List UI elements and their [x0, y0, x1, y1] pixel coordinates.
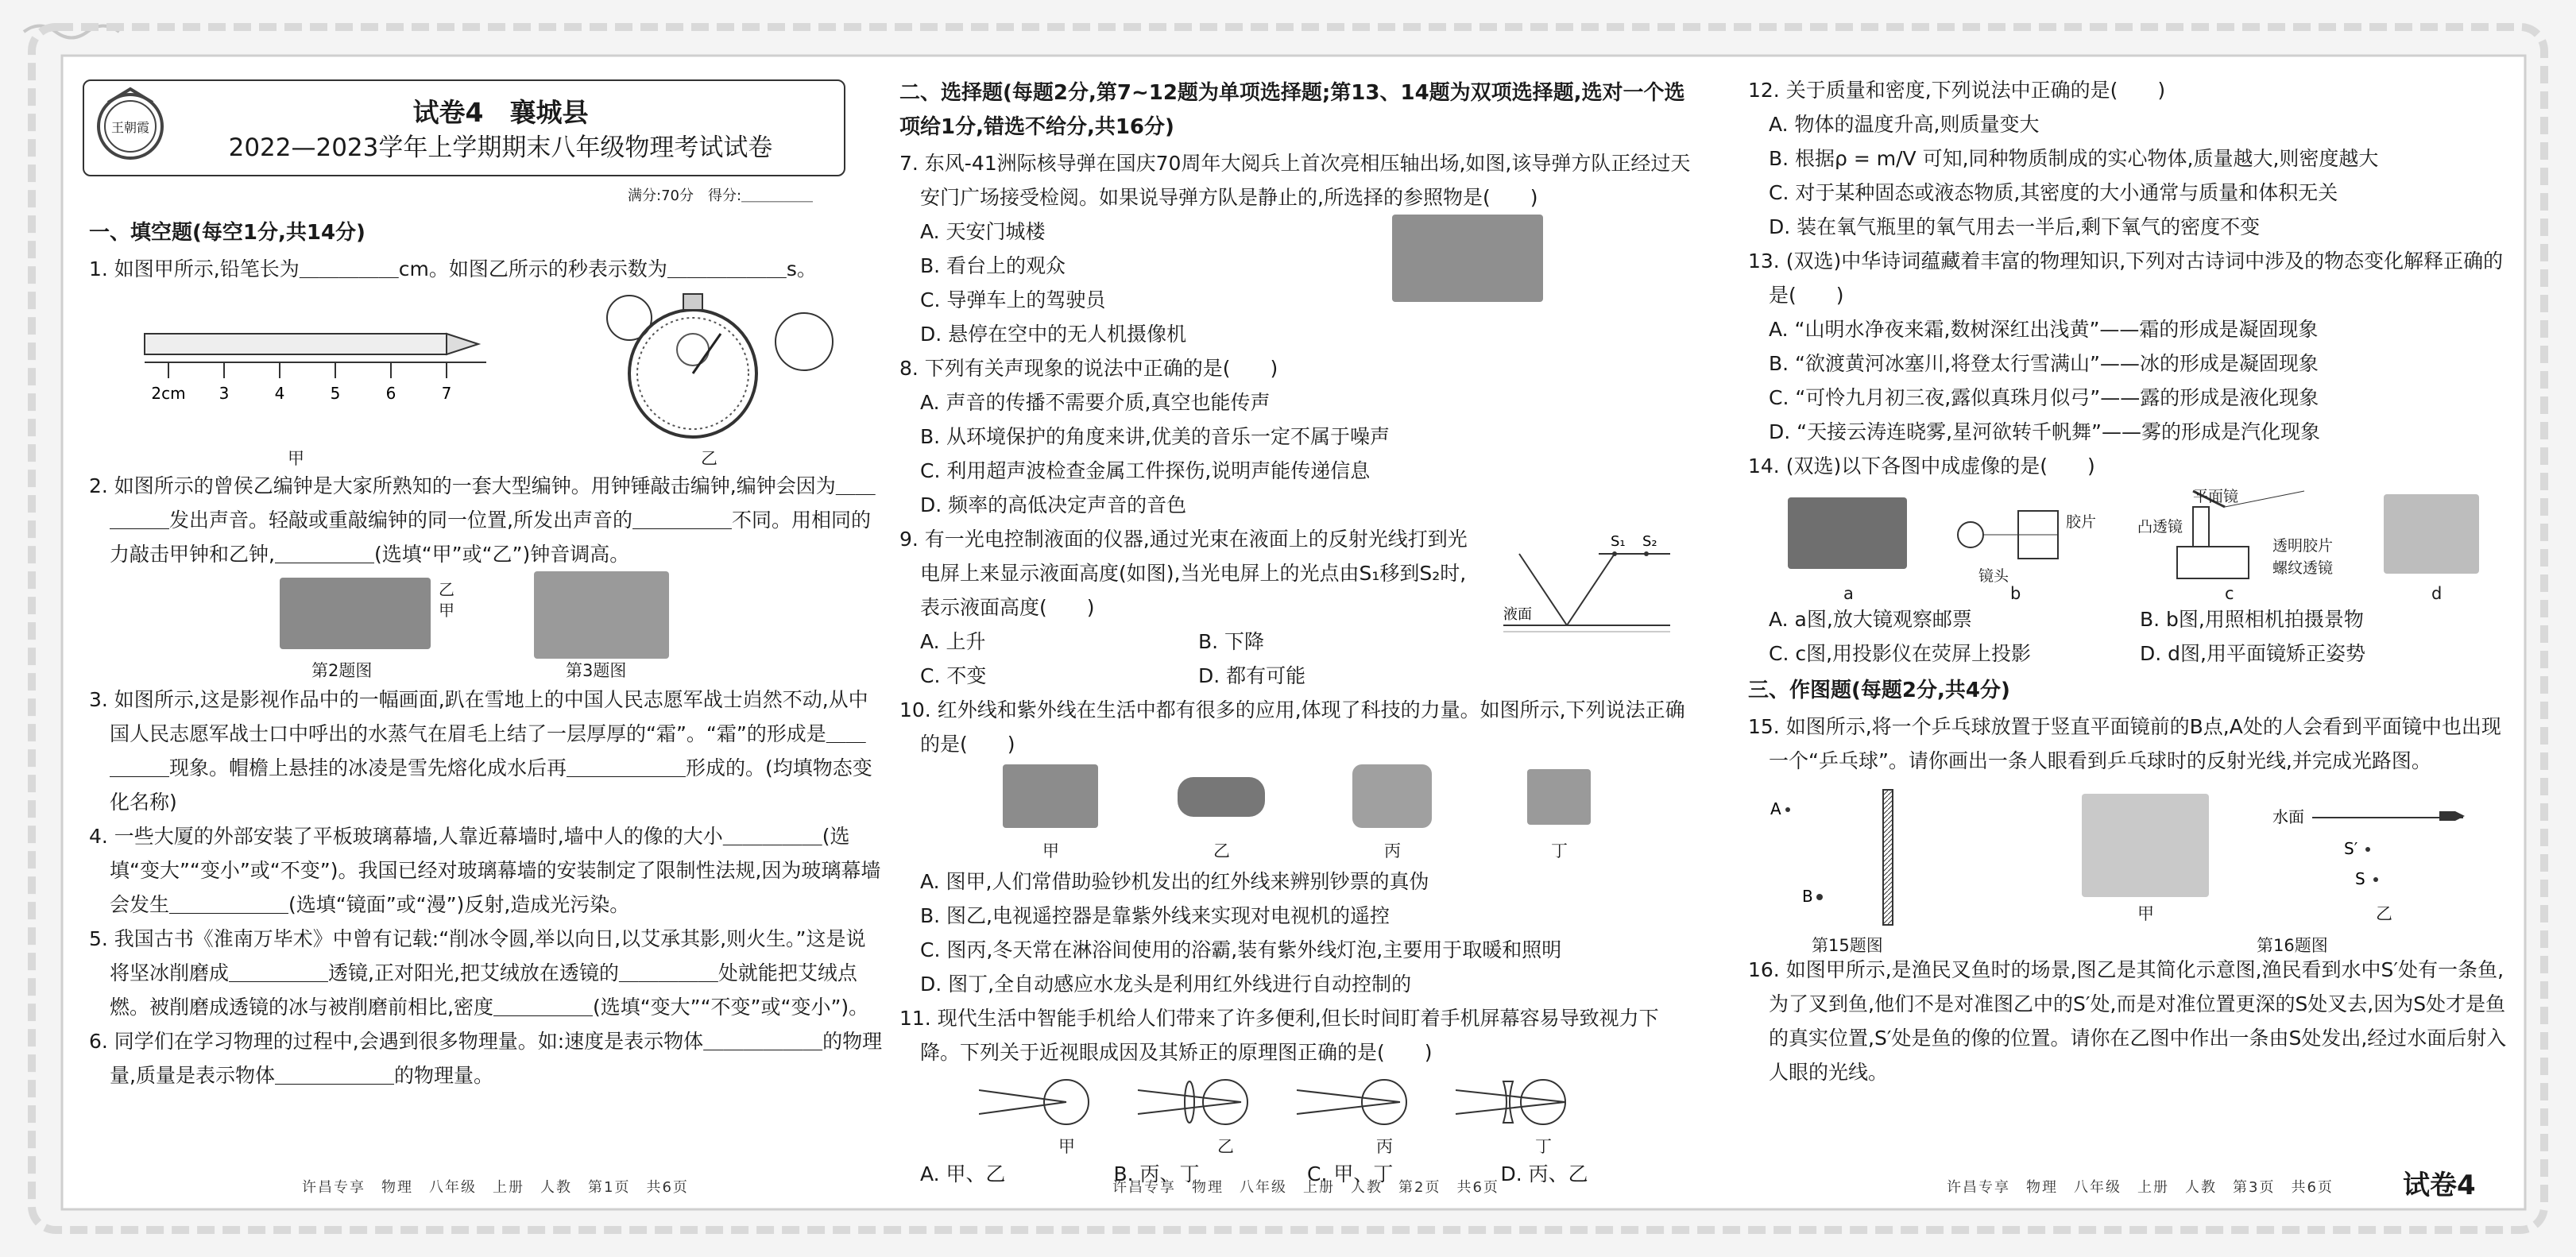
footer-page-1: 许昌专享 物理 八年级 上册 人教 第1页 共6页 [302, 1179, 689, 1196]
dancer-mirror-photo [2384, 494, 2479, 574]
q15-caption: 第15题图 [1812, 936, 1883, 955]
q10-option-d: D. 图丁,全自动感应水龙头是利用红外线进行自动控制的 [920, 973, 1412, 996]
q12-option-b: B. 根据ρ = m/V 可知,同种物质制成的实心物体,质量越大,则密度越大 [1769, 147, 2379, 170]
convex-lens-label: 凸透镜 [2137, 518, 2183, 536]
faucet-photo [1527, 769, 1591, 825]
section2-title: 二、选择题(每题2分,第7~12题为单项选择题;第13、14题为双项选择题,选对一个选项给1分,错选不给分,共16分) [899, 81, 1685, 139]
q14-option-d: D. d图,用平面镜矫正姿势 [2140, 642, 2365, 665]
water-label: 水面 [2272, 807, 2304, 826]
q7-option-b: B. 看台上的观众 [920, 254, 1066, 277]
q9-option-a: A. 上升 [920, 630, 986, 653]
q11-option-a: A. 甲、乙 [920, 1162, 1006, 1185]
question-6: 6. 同学们在学习物理的过程中,会遇到很多物理量。如:速度是表示物体＿＿＿＿＿＿的物理量,质量是表示物体＿＿＿＿＿＿的物理量。 [89, 1030, 883, 1087]
question-8: 8. 下列有关声现象的说法中正确的是( ) [899, 357, 1278, 380]
fish-diagram [2257, 794, 2479, 905]
s2-label: S₂ [1642, 533, 1657, 550]
ruler-tick-label: 5 [330, 384, 341, 403]
footer-page-3: 许昌专享 物理 八年级 上册 人教 第3页 共6页 [1947, 1179, 2334, 1196]
ruler-tick-label: 3 [219, 384, 230, 403]
pencil-ruler-figure [137, 326, 510, 421]
logo-text: 王朝霞 [110, 120, 150, 135]
question-14: 14. (双选)以下各图中成虚像的是( ) [1748, 454, 2095, 478]
question-10: 10. 红外线和紫外线在生活中都有很多的应用,体现了科技的力量。如图所示,下列说法正确的是( ) [899, 698, 1685, 756]
point-a-label: A [1770, 799, 1781, 818]
q11-eye-figures [899, 1069, 1694, 1157]
liquid-label: 液面 [1503, 606, 1532, 623]
q10-caption-b: 乙 [1213, 841, 1230, 861]
question-15: 15. 如图所示,将一个乒乓球放置于竖直平面镜前的B点,A处的人会看到平面镜中也出现一个“乒乓球”。请你画出一条人眼看到乒乓球时的反射光线,并完成光路图。 [1748, 715, 2501, 772]
q14-caption-a: a [1843, 584, 1854, 603]
question-11: 11. 现代生活中智能手机给人们带来了许多便利,但长时间盯着手机屏幕容易导致视力下降。下列关于近视眼成因及其矫正的原理图正确的是( ) [899, 1007, 1659, 1064]
remote-photo [1178, 777, 1265, 817]
money-detector-photo [1003, 764, 1098, 828]
q12-option-d: D. 装在氧气瓶里的氧气用去一半后,剩下氧气的密度不变 [1769, 215, 2261, 238]
q10-caption-d: 丁 [1551, 841, 1568, 861]
q11-option-b: B. 丙、丁 [1113, 1162, 1200, 1185]
footer-page-2: 许昌专享 物理 八年级 上册 人教 第2页 共6页 [1112, 1179, 1499, 1196]
q11-caption-a: 甲 [1058, 1137, 1075, 1156]
q14-option-c: C. c图,用投影仪在荧屏上投影 [1769, 642, 2032, 665]
q13-option-c: C. “可怜九月初三夜,露似真珠月似弓”——露的形成是液化现象 [1769, 386, 2319, 409]
q10-figures [899, 761, 1694, 864]
question-5: 5. 我国古书《淮南万毕术》中曾有记载:“削冰令圆,举以向日,以艾承其影,则火生。”这是说将坚冰削磨成＿＿＿＿＿透镜,正对阳光,把艾绒放在透镜的＿＿＿＿＿处就能把艾绒点燃。被削磨成透镜的冰与被削磨前相比,密度＿＿＿＿＿(选填“变大”“不变”或“变小”)。 [89, 927, 869, 1019]
q13-option-a: A. “山明水净夜来霜,数树深红出浅黄”——霜的形成是凝固现象 [1769, 318, 2319, 341]
q13-option-d: D. “天接云涛连晓雾,星河欲转千帆舞”——雾的形成是汽化现象 [1769, 420, 2320, 443]
q15-q16-figures [1748, 778, 2511, 953]
ruler-tick-label: 6 [385, 384, 396, 403]
question-16: 16. 如图甲所示,是渔民叉鱼时的场景,图乙是其简化示意图,渔民看到水中S′处有一条鱼,为了叉到鱼,他们不是对准图乙中的S′处,而是对准位置更深的S处叉去,因为S处才是鱼的真实位置,S′处是鱼的像的位置。请你在乙图中作出一条由S处发出,经过水面后射入人眼的光线。 [1748, 958, 2507, 1084]
mirror-label: 平面镜 [2193, 488, 2239, 505]
q10-option-a: A. 图甲,人们常借助验钞机发出的红外线来辨别钞票的真伪 [920, 870, 1429, 893]
lens-label: 镜头 [1978, 567, 2009, 585]
q14-figures [1748, 483, 2511, 602]
point-b-label: B [1802, 887, 1813, 906]
bells-photo [280, 578, 431, 649]
q10-caption-c: 丙 [1384, 841, 1401, 861]
column-page-1 [89, 213, 884, 1093]
q16-caption: 第16题图 [2257, 936, 2328, 955]
publisher-logo [92, 83, 168, 170]
q12-option-c: C. 对于某种固态或液态物质,其密度的大小通常与质量和体积无关 [1769, 181, 2338, 204]
fishing-photo [2082, 794, 2209, 897]
q1-caption-b: 乙 [701, 449, 717, 468]
ruler-tick-label: 7 [441, 384, 452, 403]
q16-caption-jia: 甲 [2137, 904, 2154, 923]
q9-option-c: C. 不变 [920, 664, 987, 687]
q9-block [899, 522, 1694, 693]
section1-title: 一、填空题(每空1分,共14分) [89, 221, 366, 245]
q1-figures [89, 286, 884, 469]
q7-options [899, 215, 1694, 351]
question-9: 9. 有一光电控制液面的仪器,通过光束在液面上的反射光线打到光电屏上来显示液面高度(如图),当光电屏上的光点由S₁移到S₂时,表示液面高度( ) [899, 528, 1468, 619]
q10-option-c: C. 图丙,冬天常在淋浴间使用的浴霸,装有紫外线灯泡,主要用于取暖和照明 [920, 938, 1562, 961]
q14-option-a: A. a图,放大镜观察邮票 [1769, 608, 1972, 631]
column-page-2 [899, 73, 1694, 1191]
s1-label: S₁ [1611, 533, 1626, 550]
q7-option-d: D. 悬停在空中的无人机摄像机 [920, 323, 1187, 346]
q12-option-a: A. 物体的温度升高,则质量变大 [1769, 113, 2040, 136]
question-7: 7. 东风-41洲际核导弹在国庆70周年大阅兵上首次亮相压轴出场,如图,该导弹方队正经过天安门广场接受检阅。如果说导弹方队是静止的,所选择的参照物是( ) [899, 152, 1691, 209]
q3-caption: 第3题图 [566, 661, 627, 680]
q14-caption-b: b [2010, 584, 2021, 603]
question-4: 4. 一些大厦的外部安装了平板玻璃幕墙,人靠近幕墙时,墙中人的像的大小＿＿＿＿＿(选填“变大”“变小”或“不变”)。我国已经对玻璃幕墙的安装制定了限制性法规,因为玻璃幕墙会发生＿＿＿＿＿＿(选填“镜面”或“漫”)反射,造成光污染。 [89, 825, 881, 916]
transparency-label: 透明胶片 [2272, 537, 2334, 555]
section3-title: 三、作图题(每题2分,共4分) [1748, 679, 2010, 702]
q8-option-c: C. 利用超声波检查金属工件探伤,说明声能传递信息 [920, 459, 1371, 482]
page-tag: 试卷4 [2403, 1170, 2476, 1201]
q7-option-c: C. 导弹车上的驾驶员 [920, 288, 1106, 311]
ruler-tick-label: 4 [274, 384, 285, 403]
question-12: 12. 关于质量和密度,下列说法中正确的是( ) [1748, 79, 2166, 102]
q11-option-d: D. 丙、乙 [1500, 1162, 1588, 1185]
q8-option-b: B. 从环境保护的角度来讲,优美的音乐一定不属于噪声 [920, 425, 1390, 448]
score-line: 满分:70分 得分:＿＿＿＿＿ [628, 188, 814, 204]
q7-option-a: A. 天安门城楼 [920, 220, 1046, 243]
s-prime-label: S′ [2344, 839, 2358, 858]
q1-caption-a: 甲 [288, 449, 304, 468]
q2-q3-figures [89, 571, 884, 683]
magnifier-photo [1788, 497, 1907, 569]
q8-option-a: A. 声音的传播不需要介质,真空也能传声 [920, 391, 1271, 414]
q11-caption-d: 丁 [1535, 1137, 1552, 1156]
soldier-photo [534, 571, 669, 659]
film-label: 胶片 [2066, 513, 2097, 531]
q13-option-b: B. “欲渡黄河冰塞川,将登太行雪满山”——冰的形成是凝固现象 [1769, 352, 2319, 375]
q11-caption-c: 丙 [1376, 1137, 1393, 1156]
q8-option-d: D. 频率的高低决定声音的音色 [920, 493, 1187, 516]
stopwatch-figure [582, 286, 844, 445]
bath-heater-photo [1352, 764, 1432, 828]
bell-label-jia: 甲 [439, 601, 454, 620]
eye-diagrams [979, 1074, 1630, 1130]
q9-option-d: D. 都有可能 [1198, 664, 1306, 687]
q11-option-c: C. 甲、丁 [1307, 1162, 1394, 1185]
q16-caption-yi: 乙 [2376, 904, 2392, 923]
ruler-tick-label: 2cm [151, 384, 186, 403]
question-2: 2. 如图所示的曾侯乙编钟是大家所熟知的一套大型编钟。用钟锤敲击编钟,编钟会因为＿＿＿＿＿发出声音。轻敲或重敲编钟的同一位置,所发出声音的＿＿＿＿＿不同。用相同的力敲击甲钟和乙钟,＿＿＿＿＿(选填“甲”或“乙”)钟音调高。 [89, 474, 876, 566]
bell-label-yi: 乙 [439, 580, 454, 599]
q10-caption-a: 甲 [1042, 841, 1059, 861]
paper-subtitle: 2022—2023学年上学期期末八年级物理考试试卷 [228, 133, 773, 162]
q9-option-b: B. 下降 [1198, 630, 1265, 653]
q11-caption-b: 乙 [1217, 1137, 1234, 1156]
s-label: S [2355, 869, 2365, 888]
fresnel-label: 螺纹透镜 [2272, 559, 2334, 577]
question-1: 1. 如图甲所示,铅笔长为＿＿＿＿＿cm。如图乙所示的秒表示数为＿＿＿＿＿＿s。 [89, 257, 817, 280]
q14-caption-d: d [2431, 584, 2443, 603]
tiananmen-photo [1392, 215, 1543, 302]
column-page-3 [1748, 73, 2511, 1089]
q10-option-b: B. 图乙,电视遥控器是靠紫外线来实现对电视机的遥控 [920, 904, 1390, 927]
paper-title: 试卷4 襄城县 [412, 97, 589, 128]
question-3: 3. 如图所示,这是影视作品中的一幅画面,趴在雪地上的中国人民志愿军战士岿然不动,从中国人民志愿军战士口中呼出的水蒸气在眉毛上结了一层厚厚的“霜”。“霜”的形成是＿＿＿＿＿现象。帽檐上悬挂的冰凌是雪先熔化成水后再＿＿＿＿＿＿形成的。(均填物态变化名称) [89, 688, 872, 814]
liquid-level-figure [1487, 530, 1686, 649]
plane-mirror-figure [1764, 786, 1939, 929]
q14-option-b: B. b图,用照相机拍摄景物 [2140, 608, 2364, 631]
q14-caption-c: c [2225, 584, 2234, 603]
q2-caption: 第2题图 [311, 661, 373, 680]
question-13: 13. (双选)中华诗词蕴藏着丰富的物理知识,下列对古诗词中涉及的物态变化解释正确的是( ) [1748, 249, 2504, 307]
